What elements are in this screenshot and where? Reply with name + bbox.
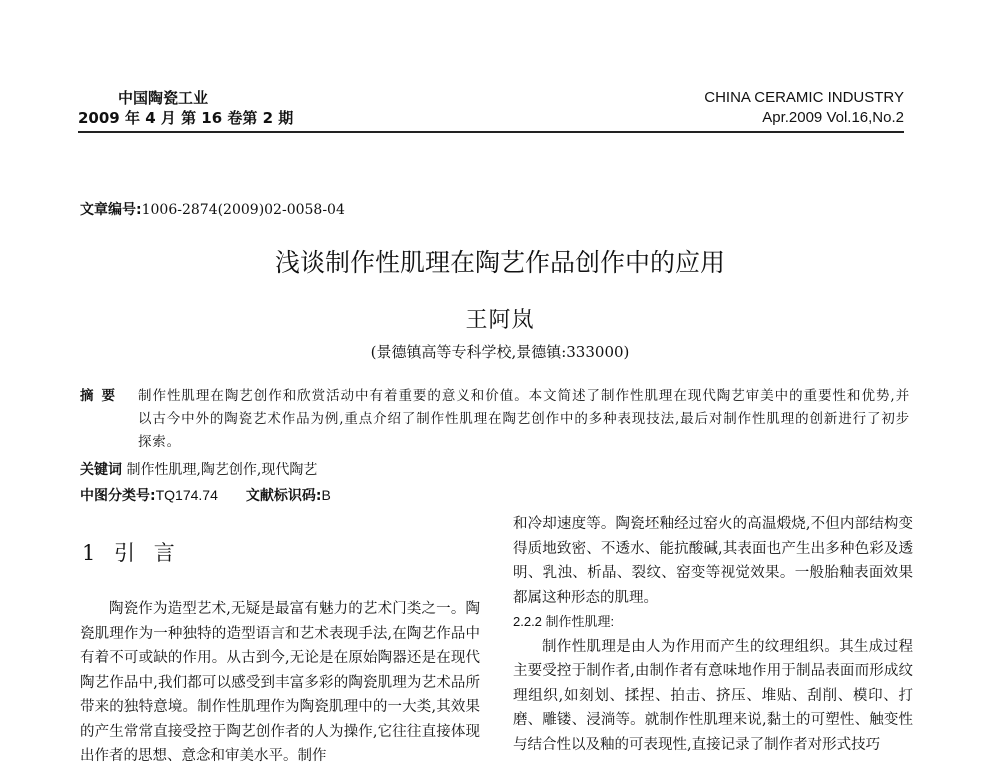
issue-info-en: Apr.2009 Vol.16,No.2 bbox=[762, 109, 904, 126]
article-number-label: 文章编号: bbox=[80, 202, 142, 218]
left-column bbox=[80, 597, 480, 769]
doc-code-label: 文献标识码: bbox=[245, 488, 322, 504]
running-header-right bbox=[704, 88, 904, 128]
journal-name-cn: 中国陶瓷工业 bbox=[118, 89, 209, 107]
right-column bbox=[513, 512, 913, 757]
classification bbox=[80, 485, 331, 505]
header-rule bbox=[78, 131, 904, 133]
paper-title: 浅谈制作性肌理在陶艺作品创作中的应用 bbox=[274, 248, 725, 277]
doc-code-value: B bbox=[321, 487, 331, 503]
article-number-value: 1006-2874(2009)02-0058-04 bbox=[141, 202, 345, 218]
fabrication-texture-paragraph: 制作性肌理是由人为作用而产生的纹理组织。其生成过程主要受控于制作者,由制作者有意味地作用于制品表面而形成纹理组织,如刻划、揉捏、拍击、挤压、堆贴、刮削、模印、打磨、雕镂、浸淌等。就制作性肌理来说,黏土的可塑性、触变性与结合性以及釉的可表现性,直接记录了制作者对形式技巧 bbox=[513, 638, 913, 753]
keywords-text: 制作性肌理,陶艺创作,现代陶艺 bbox=[122, 462, 318, 478]
subsection-heading: 2.2.2 制作性肌理: bbox=[513, 614, 615, 629]
keywords-label: 关键词 bbox=[80, 462, 122, 478]
abstract-text: 制作性肌理在陶艺创作和欣赏活动中有着重要的意义和价值。本文简述了制作性肌理在现代陶艺审美中的重要性和优势,并以古今中外的陶瓷艺术作品为例,重点介绍了制作性肌理在陶艺创作中的多种表现技法,最后对制作性肌理的创新进行了初步探索。 bbox=[138, 388, 910, 450]
journal-name-en: CHINA CERAMIC INDUSTRY bbox=[704, 89, 904, 106]
keywords bbox=[80, 459, 317, 479]
introduction-paragraph: 陶瓷作为造型艺术,无疑是最富有魅力的艺术门类之一。陶瓷肌理作为一种独特的造型语言和艺术表现手法,在陶艺作品中有着不可或缺的作用。从古到今,无论是在原始陶器还是在现代陶艺作品中,我们都可以感受到丰富多彩的陶瓷肌理为艺术品所带来的独特意境。制作性肌理作为陶瓷肌理中的一大类,其效果的产生常常直接受控于陶艺创作者的人为操作,它往往直接体现出作者的思想、意念和审美水平。制作 bbox=[80, 601, 480, 764]
author-affiliation: (景德镇高等专科学校,景德镇:333000) bbox=[370, 343, 630, 361]
section-heading-introduction: 1 引 言 bbox=[82, 541, 181, 565]
issue-info-cn: 2009 年 4 月 第 16 卷第 2 期 bbox=[78, 109, 294, 127]
running-header-left bbox=[78, 88, 293, 128]
article-number bbox=[80, 199, 345, 219]
abstract-label: 摘要 bbox=[80, 388, 123, 404]
abstract bbox=[80, 385, 910, 454]
continued-paragraph: 和冷却速度等。陶瓷坯釉经过窑火的高温煅烧,不但内部结构变得质地致密、不透水、能抗酸碱,其表面也产生出多种色彩及透明、乳浊、析晶、裂纹、窑变等视觉效果。一般胎釉表面效果都属这种形态的肌理。 bbox=[513, 516, 913, 606]
clc-label: 中图分类号: bbox=[80, 488, 156, 504]
clc-value: TQ174.74 bbox=[155, 487, 218, 503]
author-name: 王阿岚 bbox=[465, 308, 535, 333]
